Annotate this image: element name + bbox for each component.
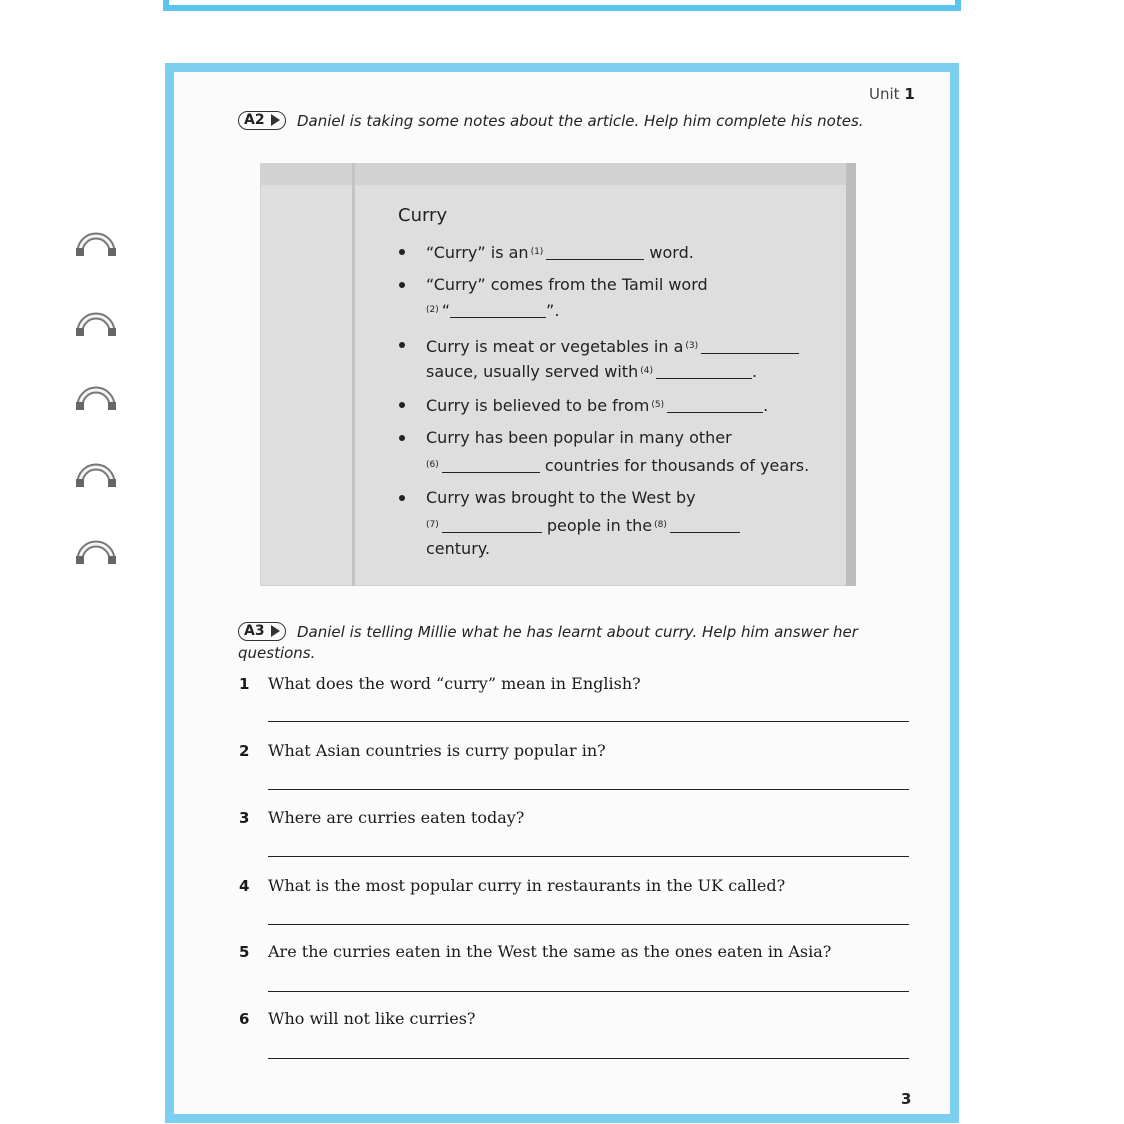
answer-blank-4[interactable]	[656, 364, 752, 379]
notes-title: Curry	[398, 205, 448, 226]
bullet-icon	[399, 282, 405, 288]
bullet-icon	[399, 402, 405, 408]
unit-label: Unit	[869, 85, 900, 103]
note-item-5-line-2: $^{(6)}$ countries for thousands of years.	[426, 456, 810, 475]
notebook-ring-icon	[74, 370, 118, 410]
a3-badge: A3	[238, 622, 286, 641]
note-item-6: Curry was brought to the West by	[426, 488, 696, 507]
note-item-4: Curry is believed to be from $^{(5)}$ .	[426, 396, 769, 415]
question-3: 3 Where are curries eaten today?	[239, 808, 525, 827]
note-item-2: “Curry” comes from the Tamil word	[426, 275, 708, 294]
a3-instruction-line-2: questions.	[238, 644, 316, 662]
unit-header	[869, 85, 915, 103]
answer-blank-1[interactable]	[546, 245, 644, 260]
answer-blank-3[interactable]	[701, 339, 799, 354]
answer-line-6[interactable]	[268, 1058, 909, 1059]
notebook-ring-icon	[74, 447, 118, 487]
answer-blank-8[interactable]	[670, 518, 740, 533]
answer-line-1[interactable]	[268, 721, 909, 722]
question-2: 2 What Asian countries is curry popular in?	[239, 741, 606, 760]
page-number: 3	[901, 1090, 912, 1108]
answer-line-3[interactable]	[268, 856, 909, 857]
answer-line-4[interactable]	[268, 924, 909, 925]
question-6: 6 Who will not like curries?	[239, 1009, 476, 1028]
top-page-frame	[163, 0, 961, 11]
note-item-6-line-2: $^{(7)}$ people in the $^{(8)}$	[426, 514, 740, 537]
notebook-ring-icon	[74, 296, 118, 336]
bullet-icon	[399, 435, 405, 441]
note-item-5: Curry has been popular in many other	[426, 428, 732, 447]
note-item-3: Curry is meat or vegetables in a $^{(3)}$	[426, 335, 799, 358]
note-item-6-line-3: century.	[426, 539, 491, 558]
answer-line-5[interactable]	[268, 991, 909, 992]
answer-blank-6[interactable]	[442, 458, 540, 473]
bullet-icon	[399, 495, 405, 501]
note-item-3-line-2: sauce, usually served with $^{(4)}$ .	[426, 362, 758, 381]
unit-number: 1	[904, 85, 915, 103]
question-5: 5 Are the curries eaten in the West the same as the ones eaten in Asia?	[239, 942, 832, 961]
a2-badge: A2	[238, 111, 286, 130]
answer-blank-5[interactable]	[667, 398, 763, 413]
question-1: 1 What does the word “curry” mean in English?	[239, 674, 641, 693]
bullet-icon	[399, 342, 405, 348]
answer-blank-2[interactable]	[450, 303, 546, 318]
question-4: 4 What is the most popular curry in restaurants in the UK called?	[239, 876, 786, 895]
notebook-ring-icon	[74, 524, 118, 564]
bullet-icon	[399, 249, 405, 255]
a3-instruction: Daniel is telling Millie what he has learnt about curry. Help him answer her	[297, 623, 858, 641]
notebook-ring-icon	[74, 216, 118, 256]
note-item-1: “Curry” is an $^{(1)}$ word.	[426, 243, 694, 262]
answer-blank-7[interactable]	[442, 518, 542, 533]
answer-line-2[interactable]	[268, 789, 909, 790]
note-item-2-line-2: $^{(2)}$ “ ”.	[426, 301, 560, 320]
a2-instruction: Daniel is taking some notes about the article. Help him complete his notes.	[297, 112, 864, 130]
